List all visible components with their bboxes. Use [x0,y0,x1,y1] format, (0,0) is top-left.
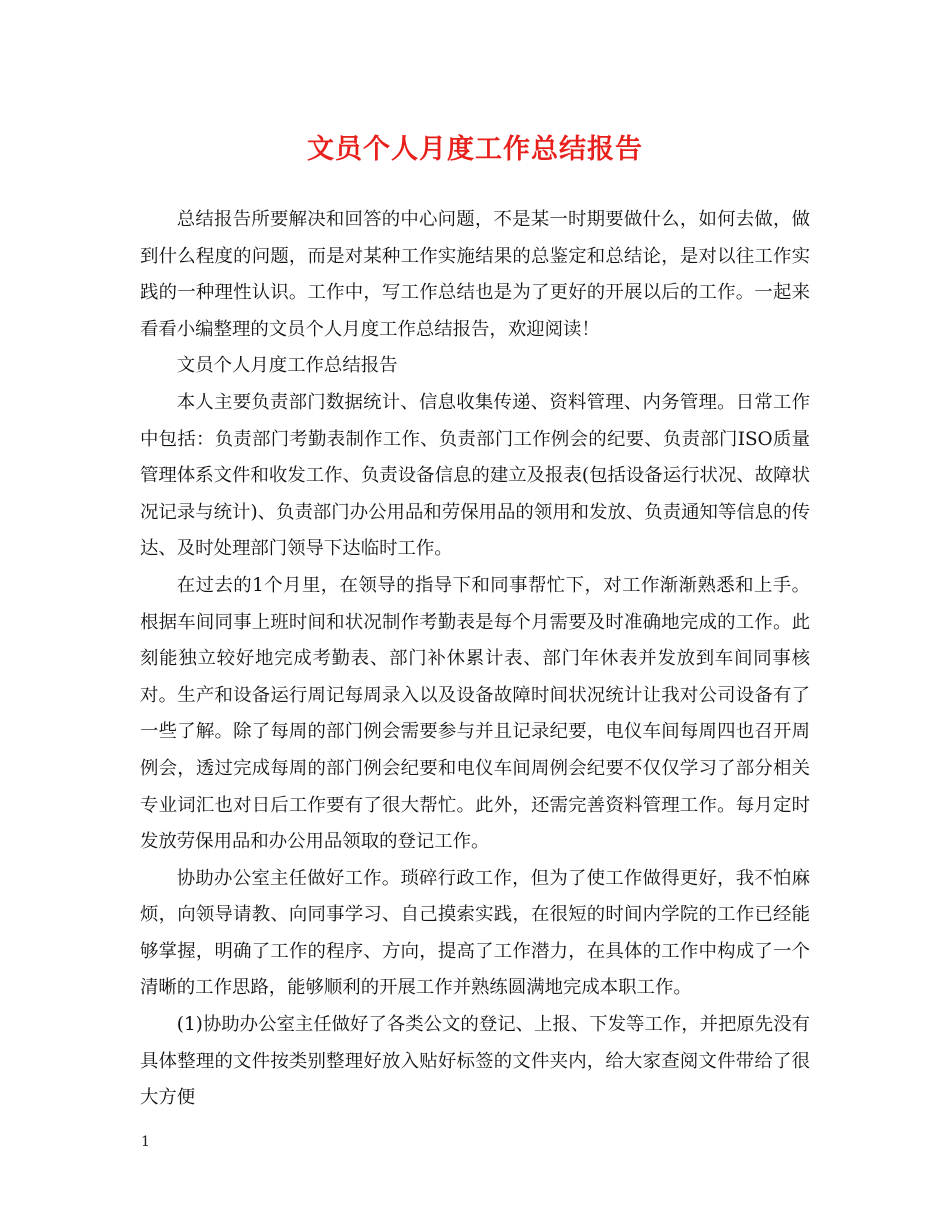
document-title: 文员个人月度工作总结报告 [307,134,643,165]
intro-paragraph: 总结报告所要解决和回答的中心问题，不是某一时期要做什么，如何去做，做到什么程度的问题，而是对某种工作实施结果的总鉴定和总结论，是对以往工作实践的一种理性认识。工作中，写工作总结也是为了更好的开展以后的工作。一起来看看小编整理的文员个人月度工作总结报告，欢迎阅读！ [140,209,810,340]
section-heading: 文员个人月度工作总结报告 [176,355,398,377]
document-body [140,202,810,1117]
responsibilities-paragraph: 本人主要负责部门数据统计、信息收集传递、资料管理、内务管理。日常工作中包括：负责部门考勤表制作工作、负责部门工作例会的纪要、负责部门ISO质量管理体系文件和收发工作、负责设备信息的建立及报表(包括设备运行状况、故障状况记录与统计)、负责部门办公用品和劳保用品的领用和发放、负责通知等信息的传达、及时处理部门领导下达临时工作。 [140,391,810,560]
assist-director-paragraph: 协助办公室主任做好工作。琐碎行政工作，但为了使工作做得更好，我不怕麻烦，向领导请教、向同事学习、自己摸索实践，在很短的时间内学院的工作已经能够掌握，明确了工作的程序、方向，提高了工作潜力，在具体的工作中构成了一个清晰的工作思路，能够顺利的开展工作并熟练圆满地完成本职工作。 [140,867,810,999]
past-month-paragraph: 在过去的1个月里，在领导的指导下和同事帮忙下，对工作渐渐熟悉和上手。根据车间同事上班时间和状况制作考勤表是每个月需要及时准确地完成的工作。此刻能独立较好地完成考勤表、部门补休累计表、部门年休表并发放到车间同事核对。生产和设备运行周记每周录入以及设备故障时间状况统计让我对公司设备有了一些了解。除了每周的部门例会需要参与并且记录纪要，电仪车间每周四也召开周例会，透过完成每周的部门例会纪要和电仪车间周例会纪要不仅仅学习了部分相关专业词汇也对日后工作要有了很大帮忙。此外，还需完善资料管理工作。每月定时发放劳保用品和办公用品领取的登记工作。 [140,574,810,853]
item-1-paragraph: (1)协助办公室主任做好了各类公文的登记、上报、下发等工作，并把原先没有具体整理的文件按类别整理好放入贴好标签的文件夹内，给大家查阅文件带给了很大方便 [140,1014,810,1109]
page-number: 1 [141,1134,150,1150]
